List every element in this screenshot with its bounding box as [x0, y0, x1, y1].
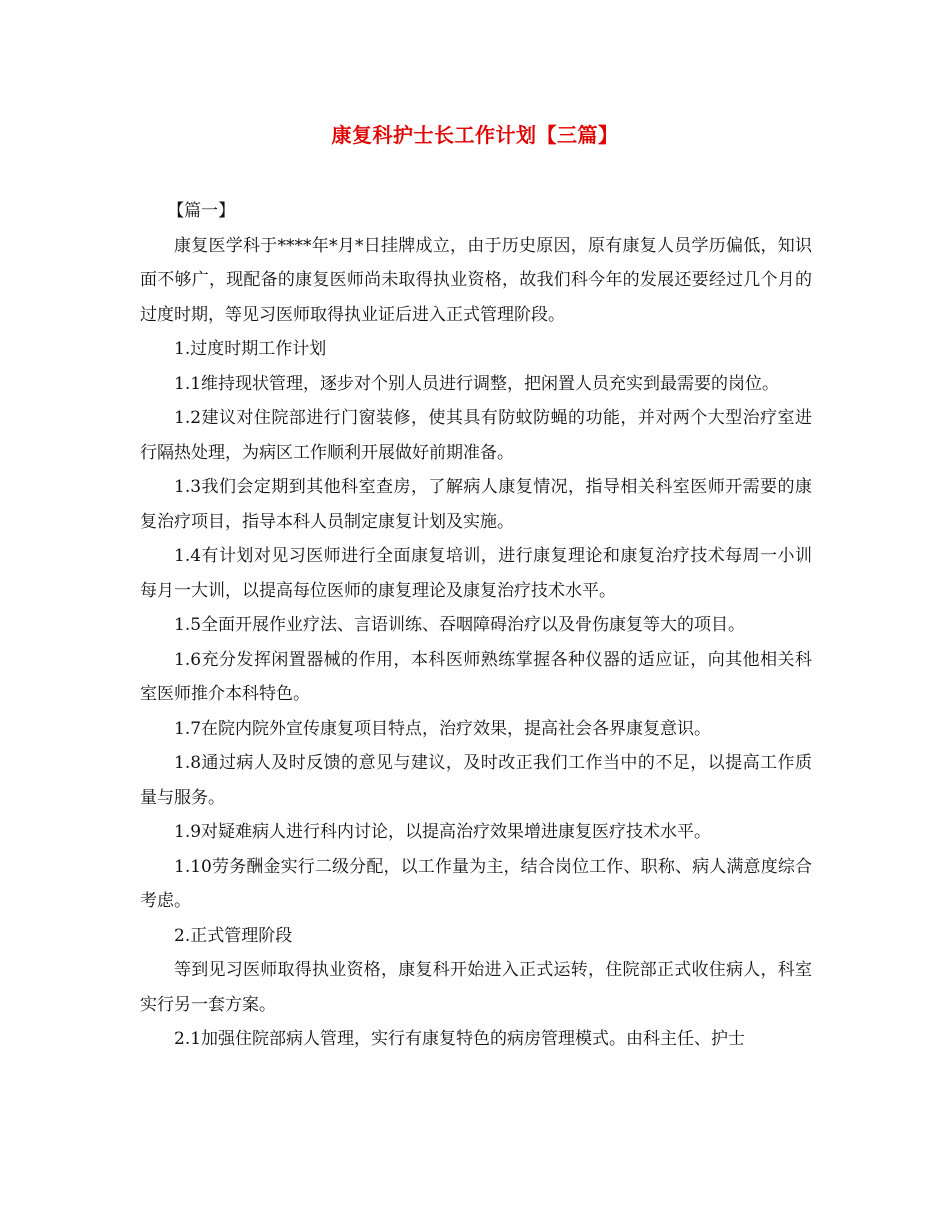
- paragraph: 1.6充分发挥闲置器械的作用，本科医师熟练掌握各种仪器的适应证，向其他相关科室医师推介本科特色。: [140, 649, 812, 704]
- paragraph: 1.7在院内院外宣传康复项目特点，治疗效果，提高社会各界康复意识。: [174, 718, 712, 739]
- document-title: 康复科护士长工作计划【三篇】: [331, 123, 619, 147]
- paragraph: 2.1加强住院部病人管理，实行有康复特色的病房管理模式。由科主任、护士: [174, 1029, 746, 1049]
- paragraph: 1.2建议对住院部进行门窗装修，使其具有防蚊防蝇的功能，并对两个大型治疗室进行隔热处理，为病区工作顺利开展做好前期准备。: [140, 408, 812, 463]
- paragraph: 1.8通过病人及时反馈的意见与建议，及时改正我们工作当中的不足，以提高工作质量与服务。: [140, 753, 812, 808]
- paragraph: 等到见习医师取得执业资格，康复科开始进入正式运转，住院部正式收住病人，科室实行另一套方案。: [140, 960, 812, 1015]
- paragraph: 1.5全面开展作业疗法、言语训练、吞咽障碍治疗以及骨伤康复等大的项目。: [174, 615, 746, 635]
- paragraph: 1.9对疑难病人进行科内讨论，以提高治疗效果增进康复医疗技术水平。: [174, 822, 712, 842]
- paragraph: 1.3我们会定期到其他科室查房，了解病人康复情况，指导相关科室医师开需要的康复治疗项目，指导本科人员制定康复计划及实施。: [140, 477, 812, 532]
- paragraph: 1.1维持现状管理，逐步对个别人员进行调整，把闲置人员充实到最需要的岗位。: [174, 373, 780, 394]
- paragraph: 1.过度时期工作计划: [174, 339, 327, 359]
- document-body: [140, 194, 812, 1057]
- paragraph: 2.正式管理阶段: [174, 925, 293, 946]
- section-label: 【篇一】: [167, 201, 236, 221]
- paragraph: 1.10劳务酬金实行二级分配，以工作量为主，结合岗位工作、职称、病人满意度综合考虑。: [140, 856, 812, 911]
- paragraph: 1.4有计划对见习医师进行全面康复培训，进行康复理论和康复治疗技术每周一小训每月一大训，以提高每位医师的康复理论及康复治疗技术水平。: [140, 546, 812, 601]
- paragraph: 康复医学科于****年*月*日挂牌成立，由于历史原因，原有康复人员学历偏低，知识面不够广，现配备的康复医师尚未取得执业资格，故我们科今年的发展还要经过几个月的过度时期，等见习医师取得执业证后进入正式管理阶段。: [140, 235, 812, 325]
